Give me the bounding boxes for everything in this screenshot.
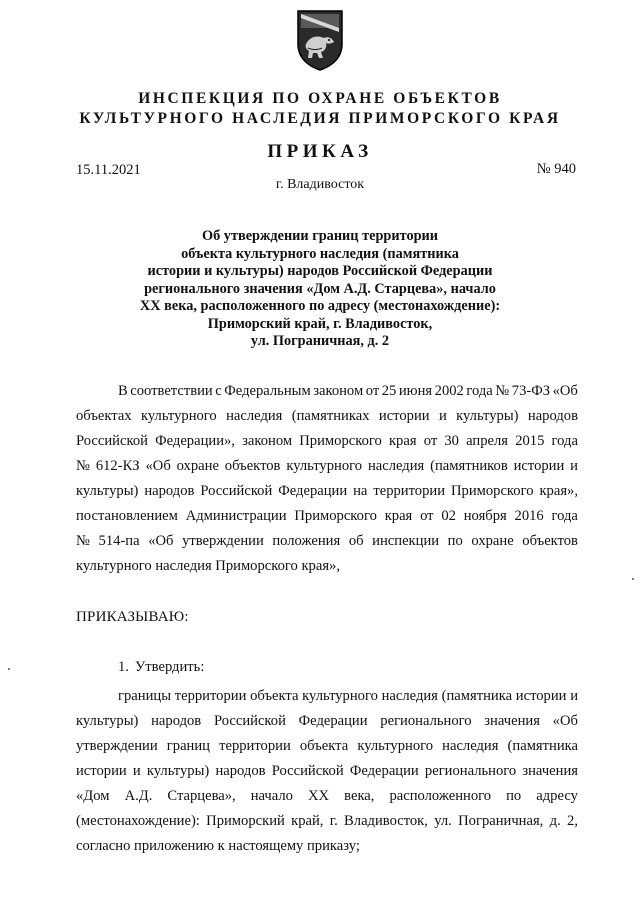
word: народов	[527, 408, 578, 424]
text-line	[76, 834, 578, 859]
word: края	[388, 433, 417, 449]
word: по	[506, 788, 522, 804]
word: д.	[549, 813, 561, 829]
word: от	[423, 433, 438, 449]
subject-line: Приморский край, г. Владивосток,	[207, 315, 433, 332]
word: постановлением	[76, 508, 178, 524]
word: Приморского	[294, 508, 377, 524]
word: «Дом	[76, 788, 110, 804]
word: наследия	[226, 408, 283, 424]
text-line	[76, 404, 578, 429]
subject-line: XX века, расположенного по адресу (местонахождение):	[139, 298, 501, 314]
word: «Об	[552, 383, 578, 399]
word: границ	[166, 738, 210, 754]
word: (памятника	[507, 738, 578, 754]
issue-city: г. Владивосток	[275, 177, 365, 192]
word: народов	[215, 763, 266, 779]
word: объектах	[76, 408, 132, 424]
word: культурного	[141, 408, 217, 424]
word: законом	[313, 383, 364, 399]
word: и	[132, 763, 141, 779]
word: территории	[373, 483, 446, 499]
word: Федерации	[278, 483, 348, 499]
subject-line: регионального значения «Дом А.Д. Старцева», начало	[144, 280, 496, 297]
word: 612-КЗ	[95, 458, 140, 474]
word: наследия	[442, 738, 499, 754]
word: Федеральным	[224, 383, 311, 399]
word: Приморского	[299, 433, 382, 449]
subject-line: ул. Пограничная, д. 2	[250, 333, 390, 349]
item-number: 1.	[118, 659, 129, 675]
word: наследия	[381, 688, 438, 704]
word: года	[466, 383, 493, 399]
word: культурного	[357, 738, 434, 754]
word: культуры)	[76, 483, 139, 499]
word: законом	[242, 433, 293, 449]
word: положения	[272, 533, 341, 549]
word: «Об	[145, 458, 171, 474]
scan-speck	[8, 668, 10, 670]
word: начало	[250, 788, 293, 804]
word: «Об	[552, 713, 578, 729]
word: и	[438, 408, 447, 424]
word: 2002	[434, 383, 464, 399]
word: XX	[308, 788, 330, 804]
word: с	[215, 383, 222, 399]
word: Российской	[76, 433, 148, 449]
word: 02	[441, 508, 456, 524]
word: территории	[219, 738, 291, 754]
word: культуры)	[146, 763, 210, 779]
word: апреля	[466, 433, 509, 449]
word: года	[551, 433, 578, 449]
word: №	[76, 458, 90, 474]
word: края»,	[539, 483, 578, 499]
word: объектов	[522, 533, 578, 549]
text-line	[76, 784, 578, 809]
document-type-title: ПРИКАЗ	[267, 141, 373, 162]
word: г.	[329, 813, 338, 829]
text-line	[76, 529, 578, 554]
word: истории	[515, 688, 567, 704]
word: Федерации»,	[155, 433, 235, 449]
subject-line: Об утверждении границ территории	[201, 228, 439, 244]
word: об	[348, 533, 364, 549]
word: №	[76, 533, 90, 549]
word: объекта	[299, 738, 349, 754]
word: от	[365, 383, 380, 399]
item-label: Утвердить:	[134, 659, 205, 675]
word: (памятников	[430, 458, 508, 474]
word: В	[118, 383, 128, 399]
word: 73-ФЗ	[511, 383, 551, 399]
word: Российской	[271, 763, 344, 779]
word: соответствии	[130, 383, 213, 399]
word: культуры)	[76, 713, 139, 729]
word: и	[570, 688, 578, 704]
word: территории	[174, 688, 247, 704]
word: инспекции	[372, 533, 440, 549]
text-line	[76, 759, 578, 784]
word: объектов	[224, 458, 281, 474]
word: 2016	[514, 508, 544, 524]
word: значения	[484, 713, 540, 729]
word: года	[551, 508, 578, 524]
order-subject	[110, 228, 530, 351]
text-line	[76, 709, 578, 734]
word: культурного	[286, 458, 363, 474]
word: Старцева»,	[167, 788, 236, 804]
word: июня	[398, 383, 433, 399]
word: «Об	[148, 533, 174, 549]
word: утверждении	[182, 533, 264, 549]
text-line	[76, 554, 578, 579]
text-line	[76, 479, 578, 504]
word: по	[447, 533, 463, 549]
item-1-text	[76, 684, 578, 859]
text-line	[76, 504, 578, 529]
word: истории	[76, 763, 127, 779]
word: ноября	[463, 508, 507, 524]
word: (местонахождение):	[76, 813, 200, 829]
word: 2,	[567, 813, 578, 829]
scan-speck	[632, 578, 634, 580]
word: расположенного	[389, 788, 492, 804]
preamble-paragraph	[76, 379, 578, 579]
word: границы	[118, 688, 171, 704]
word: Российской	[200, 483, 273, 499]
word: культурного наследия Приморского края»,	[76, 558, 340, 574]
word: ул.	[434, 813, 452, 829]
subject-line: истории и культуры) народов Российской Федерации	[147, 263, 493, 279]
item-1-heading	[118, 659, 204, 676]
word: края	[384, 508, 413, 524]
word: от	[420, 508, 434, 524]
word: (памятниках	[291, 408, 370, 424]
word: народов	[144, 483, 195, 499]
word: 514-па	[98, 533, 140, 549]
text-line	[76, 454, 578, 479]
text-line	[76, 809, 578, 834]
word: культурного	[302, 688, 378, 704]
word: и	[570, 458, 578, 474]
word: Администрации	[185, 508, 287, 524]
word: Приморского	[450, 483, 534, 499]
word: регионального	[424, 763, 517, 779]
word: (памятника	[441, 688, 513, 704]
text-line	[76, 379, 578, 404]
agency-name-line-1: ИНСПЕКЦИЯ ПО ОХРАНЕ ОБЪЕКТОВ	[138, 90, 502, 107]
word: 30	[444, 433, 459, 449]
subject-line: объекта культурного наследия (памятника	[181, 245, 459, 262]
word: 25	[381, 383, 397, 399]
text-line	[76, 734, 578, 759]
word: века,	[344, 788, 375, 804]
order-number: № 940	[536, 161, 576, 177]
text-line	[76, 429, 578, 454]
word: 2015	[515, 433, 545, 449]
order-directive: ПРИКАЗЫВАЮ:	[76, 609, 189, 625]
word: на	[353, 483, 368, 499]
word: адресу	[536, 788, 578, 804]
word: истории	[378, 408, 430, 424]
word: Федерации	[298, 713, 368, 729]
word: согласно приложению к настоящему приказу;	[76, 838, 360, 854]
word: охране	[176, 458, 219, 474]
word: объекта	[250, 688, 299, 704]
word: Российской	[213, 713, 286, 729]
word: Владивосток,	[344, 813, 428, 829]
word: край,	[291, 813, 324, 829]
word: наследия	[367, 458, 425, 474]
word: А.Д.	[124, 788, 153, 804]
word: охране	[471, 533, 514, 549]
word: истории	[513, 458, 565, 474]
word: утверждении	[76, 738, 158, 754]
text-line	[76, 684, 578, 709]
word: регионального	[380, 713, 472, 729]
primorsky-krai-coat-of-arms-icon	[294, 8, 346, 72]
word: Федерации	[349, 763, 419, 779]
agency-name-line-2: КУЛЬТУРНОГО НАСЛЕДИЯ ПРИМОРСКОГО КРАЯ	[79, 110, 561, 127]
word: культуры)	[456, 408, 519, 424]
word: №	[495, 383, 510, 399]
word: народов	[151, 713, 202, 729]
word: Пограничная,	[458, 813, 544, 829]
word: значения	[522, 763, 578, 779]
word: Приморский	[206, 813, 285, 829]
order-date: 15.11.2021	[76, 162, 141, 178]
